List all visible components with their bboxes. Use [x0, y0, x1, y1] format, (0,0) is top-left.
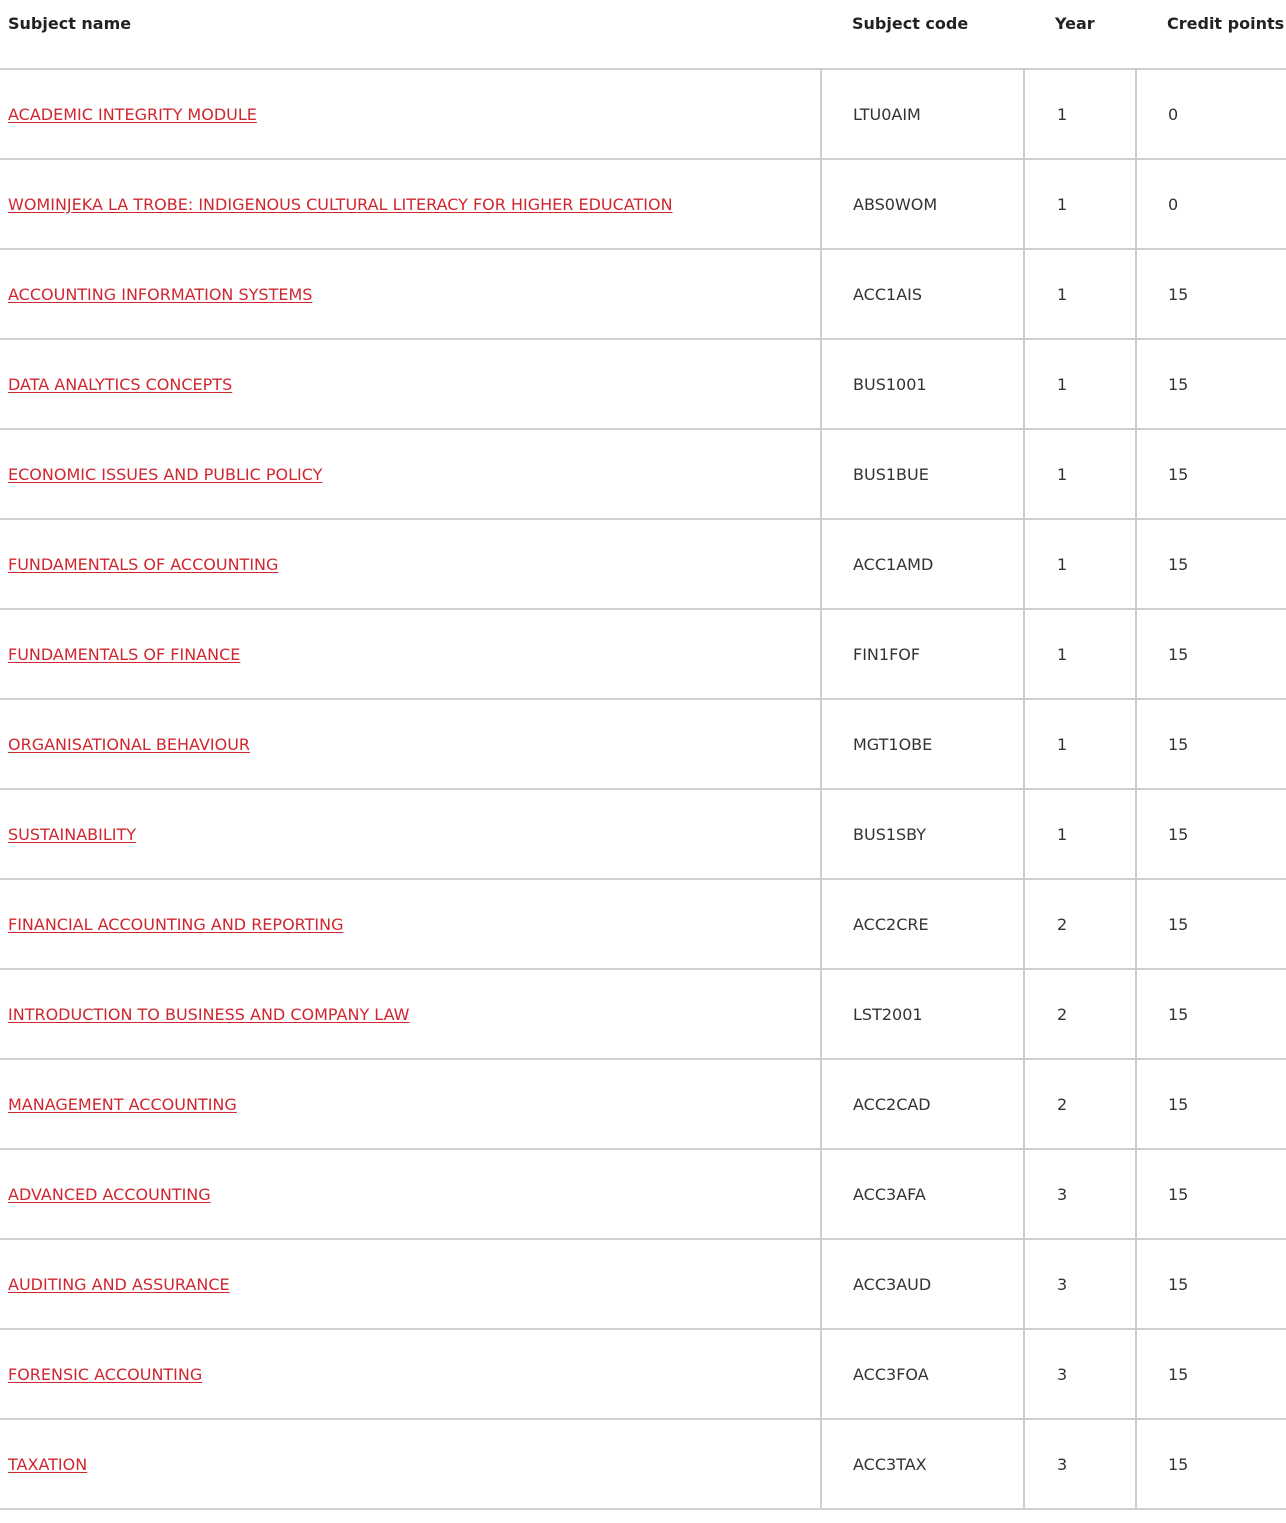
table-row [0, 339, 1286, 429]
table-row [0, 879, 1286, 969]
credit-points-cell: 15 [1136, 1239, 1286, 1329]
subject-name-cell [0, 789, 821, 879]
subject-name-cell [0, 609, 821, 699]
table-row [0, 1419, 1286, 1509]
credit-points-cell: 15 [1136, 1149, 1286, 1239]
year-cell: 1 [1024, 429, 1136, 519]
subject-name-link[interactable]: AUDITING AND ASSURANCE [8, 1274, 230, 1294]
subject-code-cell: ACC1AMD [821, 519, 1024, 609]
table-row [0, 1329, 1286, 1419]
subject-code-cell: LST2001 [821, 969, 1024, 1059]
subject-name-cell [0, 1329, 821, 1419]
subject-name-cell [0, 429, 821, 519]
table-row [0, 789, 1286, 879]
credit-points-cell: 15 [1136, 609, 1286, 699]
subject-name-cell [0, 249, 821, 339]
subject-name-link[interactable]: MANAGEMENT ACCOUNTING [8, 1094, 237, 1114]
table-row [0, 1239, 1286, 1329]
credit-points-cell: 15 [1136, 879, 1286, 969]
year-cell: 1 [1024, 69, 1136, 159]
year-cell: 3 [1024, 1419, 1136, 1509]
credit-points-cell: 15 [1136, 1419, 1286, 1509]
subject-code-cell: ABS0WOM [821, 159, 1024, 249]
year-cell: 1 [1024, 249, 1136, 339]
year-cell: 3 [1024, 1239, 1136, 1329]
subject-code-cell: ACC3AUD [821, 1239, 1024, 1329]
subject-name-link[interactable]: INTRODUCTION TO BUSINESS AND COMPANY LAW [8, 1004, 410, 1024]
table-row [0, 519, 1286, 609]
subject-code-cell: LTU0AIM [821, 69, 1024, 159]
subject-name-cell [0, 879, 821, 969]
subject-name-cell [0, 69, 821, 159]
subject-code-cell: ACC3AFA [821, 1149, 1024, 1239]
subject-code-cell: BUS1001 [821, 339, 1024, 429]
subject-name-link[interactable]: ORGANISATIONAL BEHAVIOUR [8, 734, 251, 754]
credit-points-cell: 0 [1136, 159, 1286, 249]
year-cell: 1 [1024, 699, 1136, 789]
credit-points-cell: 15 [1136, 969, 1286, 1059]
year-cell: 2 [1024, 969, 1136, 1059]
credit-points-cell: 15 [1136, 1329, 1286, 1419]
subject-name-link[interactable]: ADVANCED ACCOUNTING [8, 1184, 211, 1204]
credit-points-cell: 15 [1136, 339, 1286, 429]
year-cell: 3 [1024, 1329, 1136, 1419]
table-row [0, 249, 1286, 339]
subject-code-cell: ACC3FOA [821, 1329, 1024, 1419]
table-row [0, 699, 1286, 789]
table-header [0, 0, 1286, 69]
subject-name-cell [0, 1419, 821, 1509]
subject-name-link[interactable]: SUSTAINABILITY [8, 824, 137, 844]
credit-points-cell: 15 [1136, 519, 1286, 609]
credit-points-cell: 0 [1136, 69, 1286, 159]
table-row [0, 609, 1286, 699]
subject-name-link[interactable]: TAXATION [8, 1454, 88, 1474]
subject-name-link[interactable]: FUNDAMENTALS OF ACCOUNTING [8, 554, 279, 574]
year-cell: 1 [1024, 339, 1136, 429]
table-row [0, 1059, 1286, 1149]
subject-name-link[interactable]: ACADEMIC INTEGRITY MODULE [8, 104, 257, 124]
subject-name-link[interactable]: FINANCIAL ACCOUNTING AND REPORTING [8, 914, 344, 934]
credit-points-cell: 15 [1136, 789, 1286, 879]
subject-name-link[interactable]: ECONOMIC ISSUES AND PUBLIC POLICY [8, 464, 323, 484]
table-row [0, 159, 1286, 249]
subject-code-cell: BUS1BUE [821, 429, 1024, 519]
subject-code-cell: BUS1SBY [821, 789, 1024, 879]
column-header-subject-code: Subject code [821, 0, 1024, 69]
header-row [0, 0, 1286, 69]
subject-code-cell: FIN1FOF [821, 609, 1024, 699]
subject-code-cell: MGT1OBE [821, 699, 1024, 789]
subject-code-cell: ACC3TAX [821, 1419, 1024, 1509]
year-cell: 2 [1024, 879, 1136, 969]
year-cell: 3 [1024, 1149, 1136, 1239]
table-row [0, 429, 1286, 519]
year-cell: 1 [1024, 609, 1136, 699]
subject-name-cell [0, 339, 821, 429]
subject-name-link[interactable]: DATA ANALYTICS CONCEPTS [8, 374, 233, 394]
subject-code-cell: ACC1AIS [821, 249, 1024, 339]
credit-points-cell: 15 [1136, 1059, 1286, 1149]
year-cell: 1 [1024, 519, 1136, 609]
subject-name-cell [0, 519, 821, 609]
subject-name-cell [0, 159, 821, 249]
subject-name-cell [0, 1059, 821, 1149]
column-header-subject-name: Subject name [0, 0, 821, 69]
subject-name-link[interactable]: FUNDAMENTALS OF FINANCE [8, 644, 241, 664]
subject-code-cell: ACC2CAD [821, 1059, 1024, 1149]
column-header-year: Year [1024, 0, 1136, 69]
column-header-credit-points: Credit points [1136, 0, 1286, 69]
subject-name-link[interactable]: WOMINJEKA LA TROBE: INDIGENOUS CULTURAL LITERACY FOR HIGHER EDUCATION [8, 194, 673, 214]
subject-name-cell [0, 699, 821, 789]
credit-points-cell: 15 [1136, 249, 1286, 339]
year-cell: 1 [1024, 159, 1136, 249]
credit-points-cell: 15 [1136, 429, 1286, 519]
subject-name-cell [0, 1149, 821, 1239]
subject-name-link[interactable]: ACCOUNTING INFORMATION SYSTEMS [8, 284, 313, 304]
table-body [0, 69, 1286, 1509]
table-row [0, 69, 1286, 159]
table-row [0, 1149, 1286, 1239]
subject-name-cell [0, 1239, 821, 1329]
year-cell: 2 [1024, 1059, 1136, 1149]
year-cell: 1 [1024, 789, 1136, 879]
subject-name-link[interactable]: FORENSIC ACCOUNTING [8, 1364, 203, 1384]
subject-code-cell: ACC2CRE [821, 879, 1024, 969]
subject-name-cell [0, 969, 821, 1059]
credit-points-cell: 15 [1136, 699, 1286, 789]
table-row [0, 969, 1286, 1059]
